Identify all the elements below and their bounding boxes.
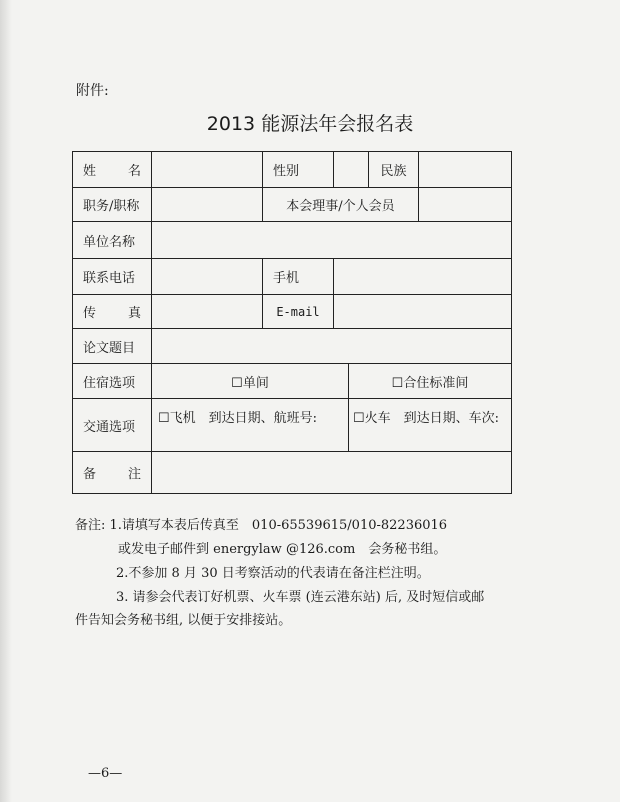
organization-field[interactable] (152, 222, 512, 259)
name-field[interactable] (152, 152, 263, 188)
registration-form-table (72, 151, 512, 494)
note-line-3: 2.不参加 8 月 30 日考察活动的代表请在备注栏注明。 (116, 566, 430, 581)
paper-title-label: 论文题目 (73, 329, 152, 364)
row-phone (73, 259, 512, 295)
transport-label: 交通选项 (73, 399, 152, 452)
membership-label: 本会理事/个人会员 (263, 188, 419, 222)
email-field[interactable] (334, 295, 512, 329)
mobile-label: 手机 (263, 259, 334, 295)
ethnicity-field[interactable] (419, 152, 512, 188)
email-label: E-mail (263, 295, 334, 329)
lodging-single-option[interactable]: ☐单间 (152, 364, 349, 399)
lodging-shared-option[interactable]: ☐合住标准间 (349, 364, 512, 399)
transport-train-option[interactable]: ☐火车 到达日期、车次: (349, 399, 512, 452)
lodging-label: 住宿选项 (73, 364, 152, 399)
remarks-label: 备 注 (73, 452, 152, 494)
membership-field[interactable] (419, 188, 512, 222)
transport-plane-option[interactable]: ☐飞机 到达日期、航班号: (152, 399, 349, 452)
attachment-label: 附件: (76, 83, 109, 99)
note-line-2: 或发电子邮件到 energylaw @126.com 会务秘书组。 (118, 542, 447, 557)
row-transport (73, 399, 512, 452)
organization-label: 单位名称 (73, 222, 152, 259)
name-label: 姓 名 (73, 152, 152, 188)
row-name (73, 152, 512, 188)
row-position (73, 188, 512, 222)
phone-label: 联系电话 (73, 259, 152, 295)
page-number: —6— (88, 766, 123, 781)
row-organization (73, 222, 512, 259)
page-title: 2013 能源法年会报名表 (206, 113, 414, 135)
note-line-4: 3. 请参会代表订好机票、火车票 (连云港东站) 后, 及时短信或邮 (116, 590, 485, 605)
position-label: 职务/职称 (73, 188, 152, 222)
paper-title-field[interactable] (152, 329, 512, 364)
fax-label: 传 真 (73, 295, 152, 329)
gender-field[interactable] (334, 152, 369, 188)
mobile-field[interactable] (334, 259, 512, 295)
row-remarks (73, 452, 512, 494)
fax-field[interactable] (152, 295, 263, 329)
row-fax (73, 295, 512, 329)
position-field[interactable] (152, 188, 263, 222)
remarks-field[interactable] (152, 452, 512, 494)
row-lodging (73, 364, 512, 399)
row-paper-title (73, 329, 512, 364)
ethnicity-label: 民族 (369, 152, 419, 188)
phone-field[interactable] (152, 259, 263, 295)
note-line-1: 备注: 1.请填写本表后传真至 010-65539615/010-82236016 (75, 518, 448, 533)
gender-label: 性别 (263, 152, 334, 188)
note-line-5: 件告知会务秘书组, 以便于安排接站。 (75, 613, 292, 628)
